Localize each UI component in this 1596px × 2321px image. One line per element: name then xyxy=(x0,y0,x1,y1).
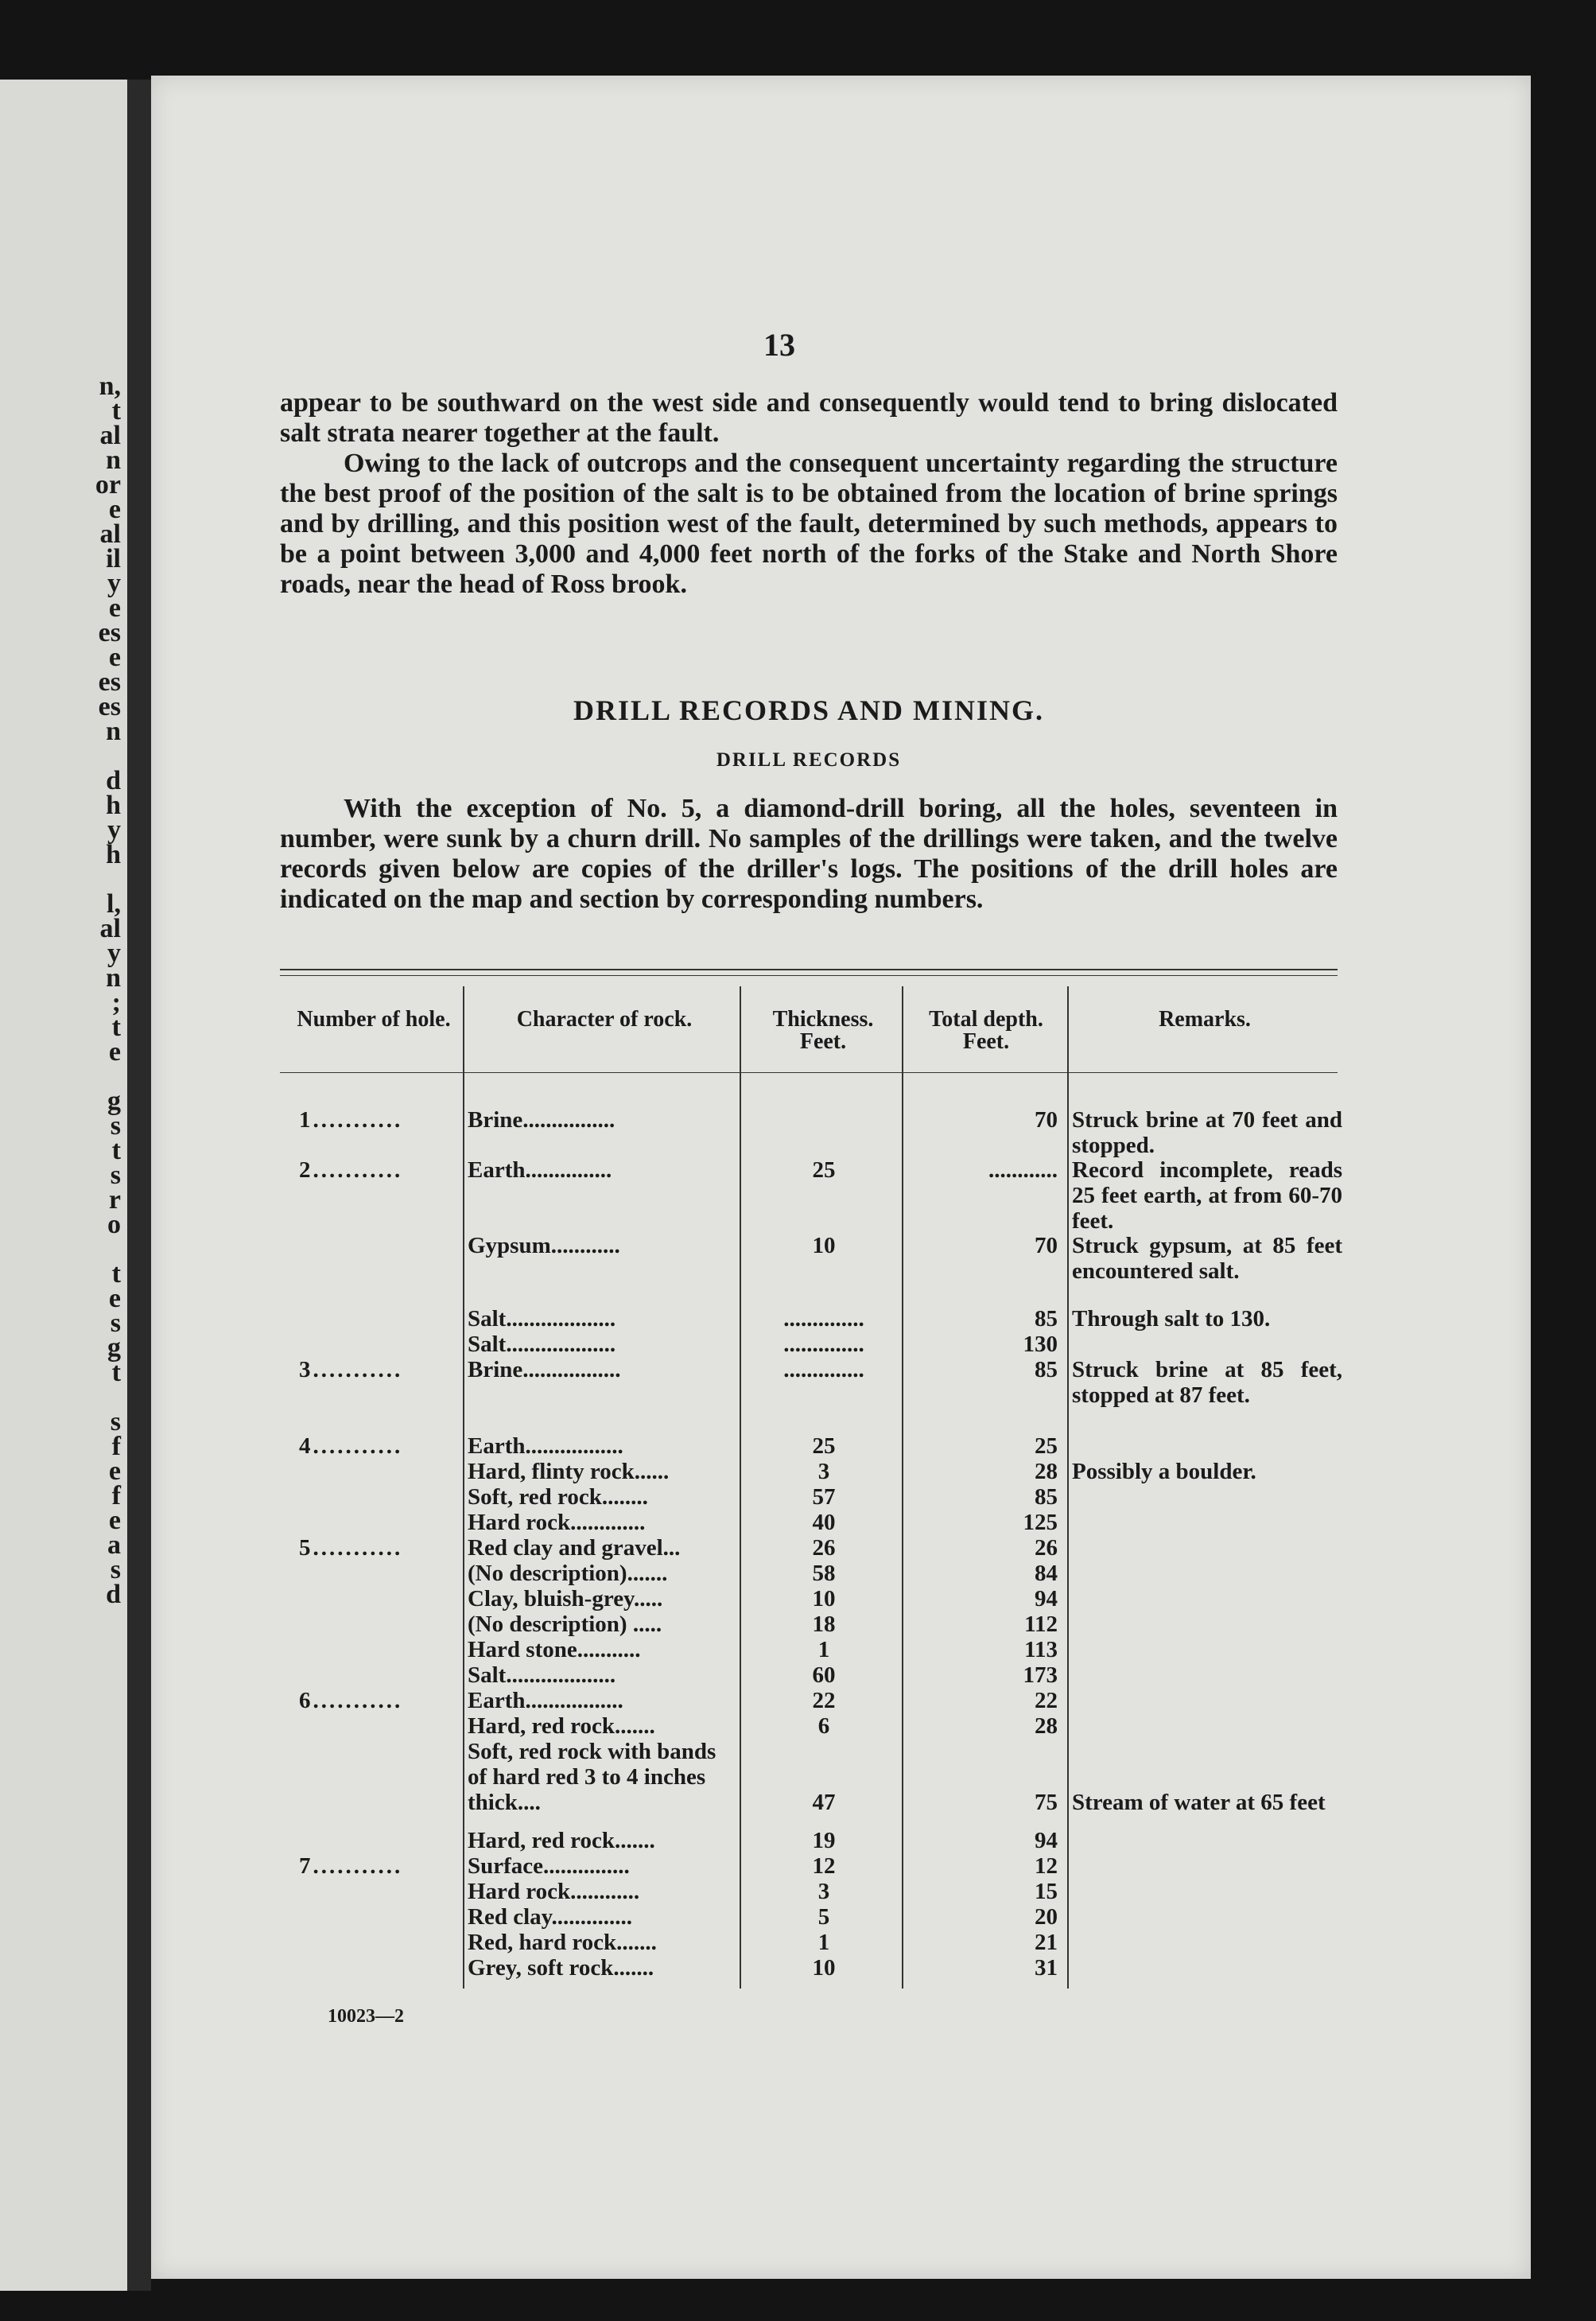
rock-character-cell: (No description)....... xyxy=(468,1561,668,1586)
rock-character-cell: Hard rock............ xyxy=(468,1879,640,1904)
facing-page-letter: t xyxy=(111,1259,121,1289)
table-header-rule xyxy=(280,1072,1338,1073)
facing-page-letter xyxy=(73,1385,121,1409)
facing-page-letter: y xyxy=(107,569,121,598)
header-remarks: Remarks. xyxy=(1159,1007,1251,1032)
facing-page-letter: e xyxy=(108,1506,121,1535)
table-row xyxy=(0,1530,1596,1561)
facing-page-letter: ; xyxy=(111,988,121,1017)
total-depth-cell: 25 xyxy=(1035,1433,1058,1459)
total-depth-cell: 85 xyxy=(1035,1306,1058,1332)
facing-page-letter: n xyxy=(106,717,121,746)
thickness-cell: 1 xyxy=(817,1637,830,1662)
facing-page-letter: e xyxy=(108,593,121,623)
total-depth-cell: 28 xyxy=(1035,1713,1058,1739)
facing-page-letter: y xyxy=(107,939,121,968)
total-depth-cell: 75 xyxy=(1035,1790,1058,1815)
thickness-cell: 47 xyxy=(812,1790,836,1815)
facing-page-letter: y xyxy=(107,815,121,845)
section-title: DRILL RECORDS AND MINING. xyxy=(573,694,1045,726)
rock-character-cell: Grey, soft rock....... xyxy=(468,1955,654,1981)
rock-character-cell: (No description) ..... xyxy=(468,1611,662,1637)
table-row xyxy=(0,1157,1596,1234)
facing-page-letter: al xyxy=(99,519,121,549)
facing-page-letter: s xyxy=(110,1308,121,1338)
facing-page-letter: o xyxy=(107,1210,121,1239)
total-depth-cell: 12 xyxy=(1035,1853,1058,1879)
rock-character-cell: Hard, red rock....... xyxy=(468,1713,655,1739)
remarks-cell: Through salt to 130. xyxy=(1072,1306,1271,1332)
table-row xyxy=(0,1506,1596,1535)
facing-page-edge-text xyxy=(73,371,121,1609)
total-depth-cell: 94 xyxy=(1035,1586,1058,1611)
total-depth-cell: 173 xyxy=(1023,1662,1058,1688)
total-depth-cell: 85 xyxy=(1035,1484,1058,1510)
total-depth-cell: 125 xyxy=(1023,1510,1058,1535)
facing-page-letter: il xyxy=(106,544,121,573)
rock-character-cell: Hard rock............. xyxy=(468,1510,646,1535)
thickness-cell: 25 xyxy=(812,1157,836,1183)
facing-page-letter: g xyxy=(107,1087,121,1116)
header-number: Number of hole. xyxy=(297,1007,451,1032)
table-row xyxy=(0,1481,1596,1510)
thickness-cell: 57 xyxy=(812,1484,836,1510)
rock-character-cell: Hard, red rock....... xyxy=(468,1828,655,1853)
total-depth-cell: 70 xyxy=(1035,1107,1058,1133)
table-row xyxy=(0,1433,1596,1459)
facing-page-letter: n, xyxy=(99,371,121,401)
subsection-title: DRILL RECORDS xyxy=(716,749,902,771)
facing-page-letter: h xyxy=(106,791,121,820)
thickness-cell: .............. xyxy=(783,1306,864,1332)
remarks-cell: Record incomplete, reads 25 feet earth, at from 60-70 feet. xyxy=(1072,1157,1342,1234)
thickness-cell: 1 xyxy=(817,1930,830,1955)
header-thickness: Thickness. Feet. xyxy=(772,1007,874,1054)
total-depth-cell: 84 xyxy=(1035,1561,1058,1586)
total-depth-cell: 85 xyxy=(1035,1357,1058,1382)
facing-page-letter: al xyxy=(99,421,121,450)
thickness-cell: 10 xyxy=(812,1233,836,1258)
thickness-cell: 19 xyxy=(812,1828,836,1853)
total-depth-cell: ............ xyxy=(988,1157,1058,1183)
thickness-cell: .............. xyxy=(783,1332,864,1357)
thickness-cell: 3 xyxy=(817,1879,830,1904)
hole-number-cell: 7........... xyxy=(299,1853,403,1879)
rock-character-cell: Brine................. xyxy=(468,1357,621,1382)
table-row xyxy=(0,1107,1596,1158)
facing-page-letter: d xyxy=(106,1580,121,1609)
hole-number-cell: 5........... xyxy=(299,1535,403,1561)
thickness-cell: 18 xyxy=(812,1611,836,1637)
thickness-cell: 60 xyxy=(812,1662,836,1688)
rock-character-cell: Brine................ xyxy=(468,1107,615,1133)
thickness-cell: 58 xyxy=(812,1561,836,1586)
facing-page-letter: n xyxy=(106,445,121,475)
remarks-cell: Stream of water at 65 feet xyxy=(1072,1790,1326,1815)
facing-page-letter: e xyxy=(108,1284,121,1313)
rock-character-cell: Earth............... xyxy=(468,1157,612,1183)
rock-character-cell: Surface............... xyxy=(468,1853,630,1879)
thickness-cell: 10 xyxy=(812,1586,836,1611)
facing-page-letter xyxy=(73,867,121,892)
rock-character-cell: Red clay and gravel... xyxy=(468,1535,681,1561)
header-depth: Total depth. Feet. xyxy=(929,1007,1043,1054)
facing-page-letter: es xyxy=(98,618,121,647)
table-row xyxy=(0,1456,1596,1486)
facing-page-letter: d xyxy=(106,766,121,795)
drill-records-intro xyxy=(280,794,1338,915)
rock-character-cell: Hard stone........... xyxy=(468,1637,641,1662)
table-row xyxy=(0,1357,1596,1408)
facing-page-letter: l, xyxy=(107,889,121,919)
facing-page-letter: g xyxy=(107,1333,121,1363)
table-row xyxy=(0,1955,1596,1981)
facing-page-letter: t xyxy=(111,1136,121,1165)
facing-page-letter: a xyxy=(107,1530,121,1560)
thickness-cell: .............. xyxy=(783,1357,864,1382)
table-row xyxy=(0,1828,1596,1853)
thickness-cell: 3 xyxy=(817,1459,830,1484)
total-depth-cell: 15 xyxy=(1035,1879,1058,1904)
facing-page-letter: t xyxy=(111,1358,121,1387)
total-depth-cell: 21 xyxy=(1035,1930,1058,1955)
table-row xyxy=(0,1879,1596,1904)
total-depth-cell: 31 xyxy=(1035,1955,1058,1981)
total-depth-cell: 70 xyxy=(1035,1233,1058,1258)
rock-character-cell: Hard, flinty rock...... xyxy=(468,1459,670,1484)
table-row xyxy=(0,1332,1596,1357)
thickness-cell: 26 xyxy=(812,1535,836,1561)
table-row xyxy=(0,1853,1596,1879)
remarks-cell: Struck brine at 85 feet, stopped at 87 feet. xyxy=(1072,1357,1342,1408)
table-row xyxy=(0,1662,1596,1688)
rock-character-cell: Clay, bluish-grey..... xyxy=(468,1586,663,1611)
thickness-cell: 40 xyxy=(812,1510,836,1535)
table-row xyxy=(0,1561,1596,1586)
facing-page-letter: e xyxy=(108,495,121,524)
facing-page-letter: e xyxy=(108,1456,121,1486)
facing-page-letter: n xyxy=(106,963,121,993)
facing-page-letter xyxy=(73,1064,121,1089)
table-top-rule xyxy=(280,969,1338,970)
table-row xyxy=(0,1930,1596,1955)
page-number: 13 xyxy=(763,327,795,363)
remarks-cell: Struck gypsum, at 85 feet encountered salt. xyxy=(1072,1233,1342,1284)
thickness-cell: 25 xyxy=(812,1433,836,1459)
total-depth-cell: 112 xyxy=(1024,1611,1058,1637)
hole-number-cell: 1........... xyxy=(299,1107,403,1133)
total-depth-cell: 28 xyxy=(1035,1459,1058,1484)
facing-page-letter: s xyxy=(110,1555,121,1584)
facing-page-letter: es xyxy=(98,667,121,697)
rock-character-cell: Earth................. xyxy=(468,1688,623,1713)
table-row xyxy=(0,1233,1596,1284)
facing-page-letter: al xyxy=(99,914,121,943)
facing-page-letter: e xyxy=(108,643,121,672)
paragraph-salt-position: Owing to the lack of outcrops and the consequent uncertainty regarding the structure the best proof of the position of the salt is to be obtained from the location of brine springs and by drilling, and this position west of the fault, determined by such methods, appears to be a point between 3,000 and 4,000 feet north of the forks of the Stake and North Shore roads, near the head of Ross brook. xyxy=(280,449,1338,599)
hole-number-cell: 6........... xyxy=(299,1688,403,1713)
facing-page-letter: f xyxy=(111,1481,121,1510)
table-row xyxy=(0,1637,1596,1662)
table-row xyxy=(0,1306,1596,1332)
thickness-cell: 12 xyxy=(812,1853,836,1879)
total-depth-cell: 20 xyxy=(1035,1904,1058,1930)
hole-number-cell: 3........... xyxy=(299,1357,403,1382)
rock-character-cell: Salt................... xyxy=(468,1662,616,1688)
hole-number-cell: 4........... xyxy=(299,1433,403,1459)
total-depth-cell: 130 xyxy=(1023,1332,1058,1357)
facing-page-letter: es xyxy=(98,692,121,721)
table-row xyxy=(0,1904,1596,1930)
rock-character-cell: Earth................. xyxy=(468,1433,623,1459)
rock-character-cell: Red clay.............. xyxy=(468,1904,633,1930)
rock-character-cell: Red, hard rock....... xyxy=(468,1930,657,1955)
facing-page-letter: s xyxy=(110,1111,121,1141)
facing-page-letter: or xyxy=(95,470,121,500)
rock-character-cell: Soft, red rock........ xyxy=(468,1484,648,1510)
table-row xyxy=(0,1586,1596,1611)
total-depth-cell: 113 xyxy=(1024,1637,1058,1662)
facing-page-letter: t xyxy=(111,1013,121,1042)
facing-page-letter: s xyxy=(110,1407,121,1437)
thickness-cell: 6 xyxy=(817,1713,830,1739)
table-row xyxy=(0,1713,1596,1739)
facing-page-letter: f xyxy=(111,1432,121,1461)
table-top-rule-double xyxy=(280,975,1338,976)
table-row xyxy=(0,1611,1596,1637)
remarks-cell: Possibly a boulder. xyxy=(1072,1459,1256,1484)
signature-mark: 10023—2 xyxy=(328,2006,404,2027)
thickness-cell: 5 xyxy=(817,1904,830,1930)
total-depth-cell: 22 xyxy=(1035,1688,1058,1713)
rock-character-cell: Gypsum............ xyxy=(468,1233,620,1258)
header-character: Character of rock. xyxy=(516,1007,693,1032)
facing-page-letter: h xyxy=(106,840,121,869)
table-row xyxy=(0,1688,1596,1713)
table-row xyxy=(0,1739,1596,1828)
rock-character-cell: Salt................... xyxy=(468,1306,616,1332)
thickness-cell: 22 xyxy=(812,1688,836,1713)
total-depth-cell: 26 xyxy=(1035,1535,1058,1561)
facing-page-letter: r xyxy=(108,1185,121,1215)
facing-page-letter: e xyxy=(108,1037,121,1067)
hole-number-cell: 2........... xyxy=(299,1157,403,1183)
body-text xyxy=(280,388,1338,600)
facing-page-letter xyxy=(73,744,121,768)
facing-page-letter: t xyxy=(111,396,121,426)
remarks-cell: Struck brine at 70 feet and stopped. xyxy=(1072,1107,1342,1158)
total-depth-cell: 94 xyxy=(1035,1828,1058,1853)
paragraph-continuation: appear to be southward on the west side and consequently would tend to bring dislocated salt strata nearer together at the fault. xyxy=(280,388,1338,448)
facing-page-letter: s xyxy=(110,1160,121,1190)
intro-paragraph: With the exception of No. 5, a diamond-drill boring, all the holes, seventeen in number, were sunk by a churn drill. No samples of the drillings were taken, and the twelve records given below are copies of the driller's logs. The positions of the drill holes are indicated on the map and section by corresponding numbers. xyxy=(280,794,1338,914)
rock-character-cell: Soft, red rock with bands of hard red 3 to 4 inches thick.... xyxy=(468,1739,716,1815)
thickness-cell: 10 xyxy=(812,1955,836,1981)
rock-character-cell: Salt................... xyxy=(468,1332,616,1357)
